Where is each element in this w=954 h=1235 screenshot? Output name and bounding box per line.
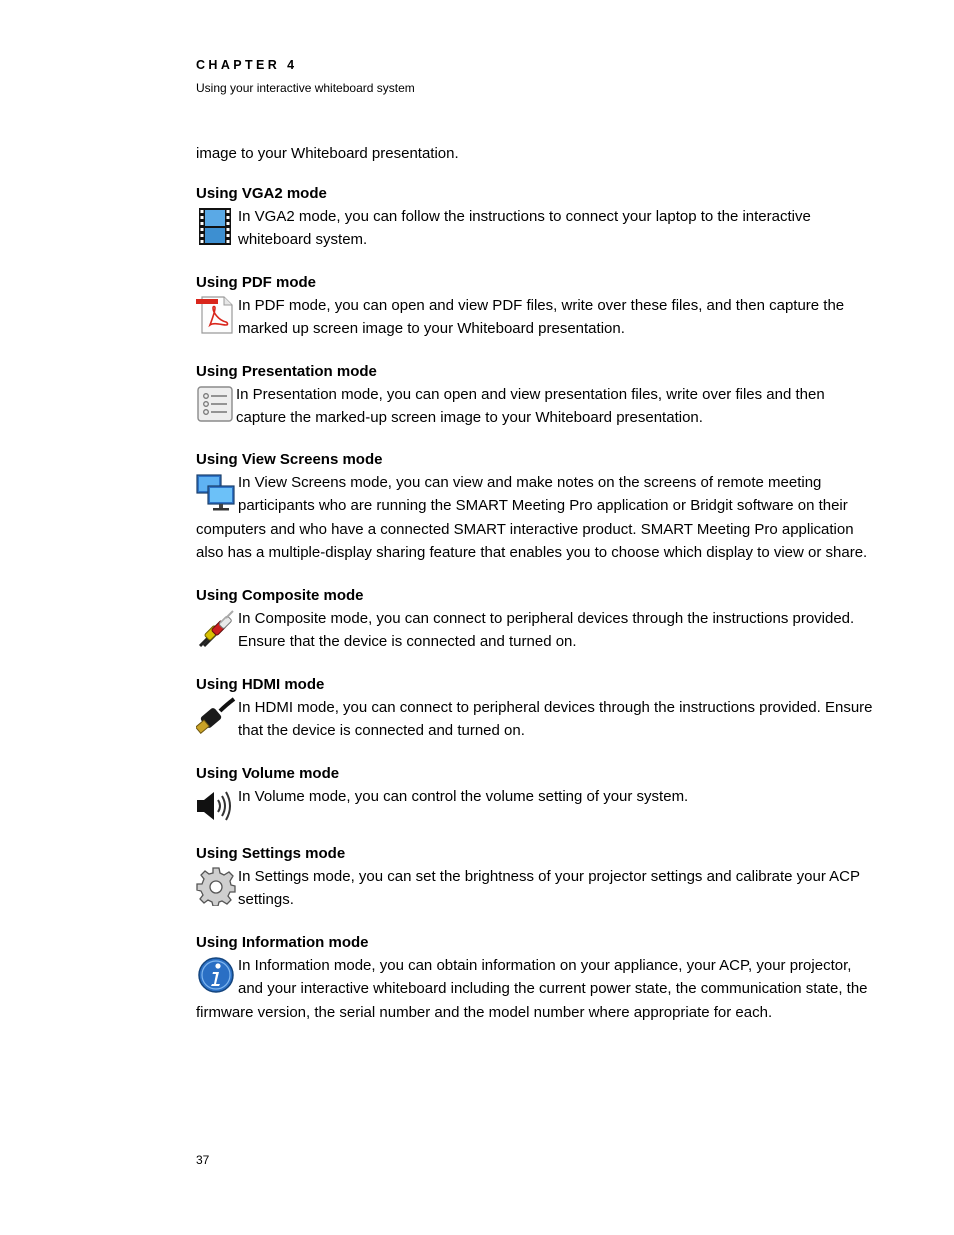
section-hdmi (196, 674, 876, 743)
section-text: In Settings mode, you can set the brightness of your projector settings and calibrate your ACP settings. (238, 868, 860, 909)
speaker-volume-icon (196, 786, 236, 826)
section-vga2 (196, 183, 876, 252)
section-heading: Using HDMI mode (196, 676, 325, 693)
chapter-title: Using your interactive whiteboard system (196, 81, 415, 95)
section-text: In View Screens mode, you can view and make notes on the screens of remote meeting participants who are running the SMART Meeting Pro application or Bridgit software on their computers and who have a connected SMART interactive product. SMART Meeting Pro application also has a multiple-display sharing feature that enables you to choose which display to view or share. (196, 474, 868, 561)
section-settings (196, 843, 876, 912)
section-heading: Using Volume mode (196, 765, 340, 782)
section-text: In Presentation mode, you can open and view presentation files, write over files and then capture the marked-up screen image to your Whiteboard presentation. (236, 386, 825, 427)
page-number: 37 (196, 1153, 210, 1167)
section-volume (196, 763, 876, 826)
section-text: In HDMI mode, you can connect to peripheral devices through the instructions provided. Ensure that the device is connected and turned on. (238, 699, 873, 740)
section-heading: Using Presentation mode (196, 363, 377, 380)
section-heading: Using PDF mode (196, 274, 317, 291)
monitors-icon (196, 472, 236, 512)
section-text: In VGA2 mode, you can follow the instructions to connect your laptop to the interactive whiteboard system. (238, 208, 811, 249)
section-heading: Using Settings mode (196, 845, 346, 862)
section-text: In Information mode, you can obtain information on your appliance, your ACP, your projector, and your interactive whiteboard including the current power state, the communication state, the firmware version, the serial number and the model number where appropriate for each. (196, 957, 868, 1021)
section-heading: Using Information mode (196, 934, 369, 951)
pdf-document-icon (196, 295, 236, 335)
chapter-label: CHAPTER 4 (196, 58, 298, 72)
section-text: In Composite mode, you can connect to peripheral devices through the instructions provided. Ensure that the device is connected and turned on. (238, 610, 855, 651)
intro-paragraph: image to your Whiteboard presentation. (196, 145, 459, 162)
section-pdf (196, 272, 876, 341)
section-text: In PDF mode, you can open and view PDF files, write over these files, and then capture the marked up screen image to your Whiteboard presentation. (238, 297, 845, 338)
section-composite (196, 585, 876, 654)
information-icon (196, 955, 236, 995)
presentation-list-icon (196, 384, 234, 424)
section-heading: Using View Screens mode (196, 451, 383, 468)
section-text: In Volume mode, you can control the volume setting of your system. (238, 788, 689, 805)
section-presentation (196, 361, 876, 430)
gear-icon (196, 866, 236, 906)
hdmi-cable-icon (196, 697, 236, 737)
section-heading: Using Composite mode (196, 587, 364, 604)
film-strip-icon (196, 206, 236, 246)
section-information (196, 932, 876, 1024)
section-view-screens (196, 449, 876, 564)
section-heading: Using VGA2 mode (196, 185, 327, 202)
composite-cable-icon (196, 608, 236, 648)
